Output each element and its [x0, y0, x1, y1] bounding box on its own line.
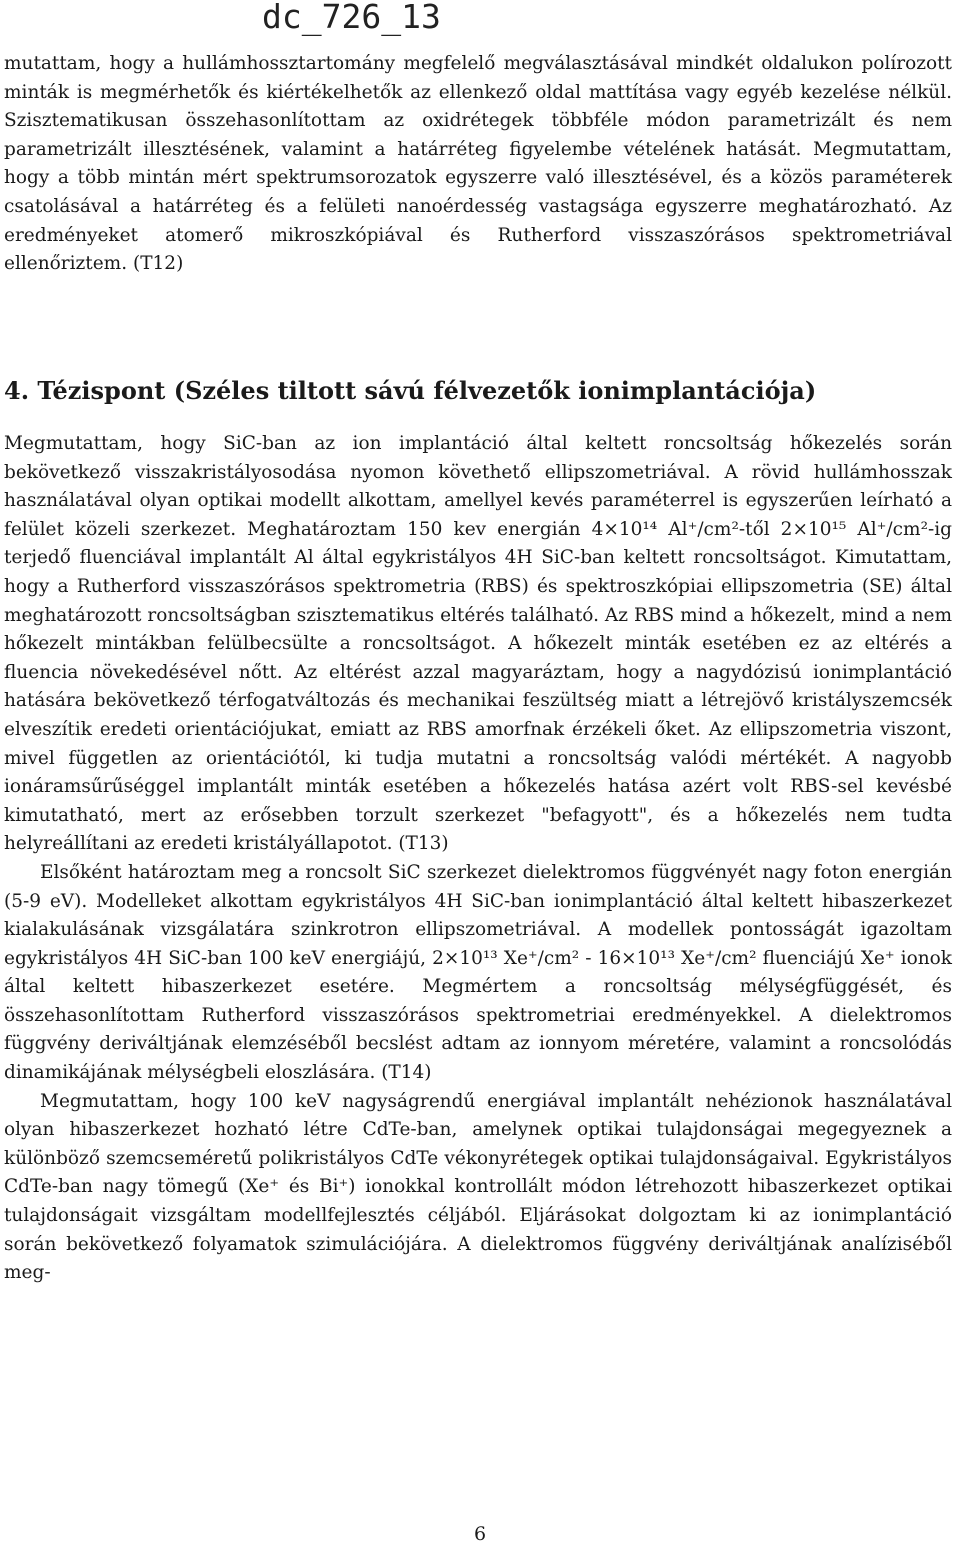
paragraph-sic-annealing: Megmutattam, hogy SiC-ban az ion implantáció által keltett roncsoltság hőkezelés során bekövetkező visszakristályosodása nyomon követhető ellipszometriával. A rövid hullámhosszak használatával olyan optikai modellt alkottam, amellyel kevés paraméterrel is egyszerűen leírható a felület közeli szerkezet. Meghatároztam 150 kev energián 4×10¹⁴ Al⁺/cm²-től 2×10¹⁵ Al⁺/cm²-ig terjedő fluenciával implantált Al által egykristályos 4H SiC-ban keltett roncsoltságot. Kimutattam, hogy a Rutherford visszaszórásos spektrometria (RBS) és spektroszkópiai ellipszometria (SE) által meghatározott roncsoltságban szisztematikus eltérés található. Az RBS mind a hőkezelt, mind a nem hőkezelt mintákban felülbecsülte a roncsoltságot. A hőkezelt minták esetében ez az eltérés a fluencia növekedésével nőtt. Az eltérést azzal magyaráztam, hogy a nagydózisú ionimplantáció hatására bekövetkező térfogatváltozás és mechanikai feszültség miatt a létrejövő kristályszemcsék elveszítik eredeti orientációjukat, emiatt az RBS amorfnak érzékeli őket. Az ellipszometria viszont, mivel független az orientációtól, ki tudja mutatni a roncsoltság valódi mértékét. A nagyobb ionáramsűrűséggel implantált minták esetében a hőkezelés hatása azért volt RBS-sel kevésbé kimutatható, mert az erősebben torzult szerkezet "befagyott", és a hőkezelés nem tudta helyreállítani az eredeti kristályállapotot. (T13)	[4, 433, 952, 855]
paragraph-cdte-implantation: Megmutattam, hogy 100 keV nagyságrendű energiával implantált nehézionok használatával olyan hibaszerkezet hozható létre CdTe-ban, amelynek optikai tulajdonságai megegyeznek a különböző szemcseméretű polikristályos CdTe vékonyrétegek optikai tulajdonságaival. Egykristályos CdTe-ban nagy tömegű (Xe⁺ és Bi⁺) ionokkal kontrollált módon létrehozott hibaszerkezet optikai tulajdonságait vizsgáltam modellfejlesztés céljából. Eljárásokat dolgoztam ki az ionimplantáció során bekövetkező folyamatok szimulációjára. A dielektromos függvény deriváltjának analíziséből meg-	[4, 1090, 952, 1284]
intro-text-block	[4, 50, 952, 279]
page-number: 6	[473, 1523, 487, 1545]
section-body	[4, 430, 952, 1288]
section-title: 4. Tézispont (Széles tiltott sávú félvezetők ionimplantációja)	[4, 376, 817, 405]
paragraph-synchrotron-ellipsometry: Elsőként határoztam meg a roncsolt SiC szerkezet dielektromos függvényét nagy foton energián (5-9 eV). Modelleket alkottam egykristályos 4H SiC-ban ionimplantáció által keltett hibaszerkezet kialakulásának vizsgálatára szinkrotron ellipszometriával. A modellek pontosságát igazoltam egykristályos 4H SiC-ban 100 keV energiájú, 2×10¹³ Xe⁺/cm² - 16×10¹³ Xe⁺/cm² fluenciájú Xe⁺ ionok által keltett hibaszerkezet esetére. Megmértem a roncsoltság mélységfüggését, és összehasonlítottam Rutherford visszaszórásos spektrometriai eredményekkel. A dielektromos függvény deriváltjának elemzéséből becslést adtam az ionnyom méretére, valamint a roncsolódás dinamikájának mélységbeli eloszlására. (T14)	[4, 861, 952, 1084]
intro-paragraph: mutattam, hogy a hullámhossztartomány megfelelő megválasztásával mindkét oldalukon polírozott minták is megmérhetők és kiértékelhetők az ellenkező oldal mattítása vagy egyéb kezelése nélkül. Szisztematikusan összehasonlítottam az oxidrétegek többféle módon parametrizált és nem parametrizált illesztésének, valamint a határréteg figyelembe vételének hatását. Megmutattam, hogy a több mintán mért spektrumsorozatok egyszerre való illesztésével, és a közös paraméterek csatolásával a határréteg és a felületi nanoérdesség vastagsága egyszerre meghatározható. Az eredményeket atomerő mikroszkópiával és Rutherford visszaszórásos spektrometriával ellenőriztem. (T12)	[4, 53, 952, 275]
document-id-header: dc_726_13	[262, 0, 441, 36]
